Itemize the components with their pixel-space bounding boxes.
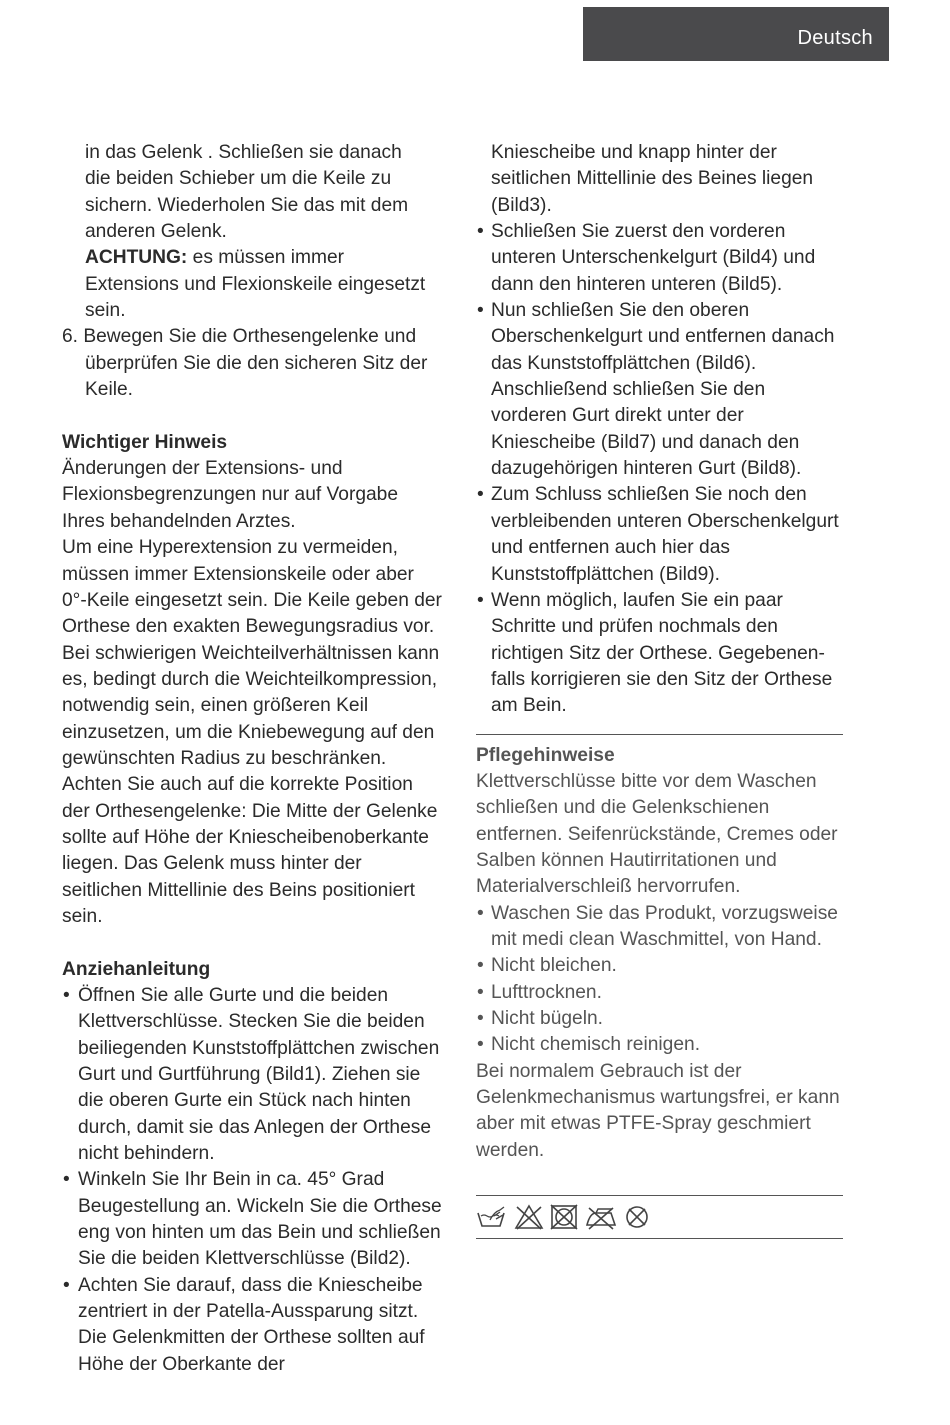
continued-step-text (62, 140, 442, 324)
care-symbols (476, 1195, 843, 1239)
care-outro: Bei normalem Gebrauch ist der Gelenkmechanismus wartungsfrei, er kann aber mit etwas PTFE-Spray geschmiert werden. (476, 1060, 840, 1161)
list-item: • Achten Sie darauf, dass die Kniescheibe zentriert in der Patella-Aussparung sitzt. Die Gelenkmitten der Orthese sollten auf Höhe der Oberkante der (62, 1273, 442, 1378)
no-dry-clean-icon (624, 1204, 650, 1230)
list-item: • Nun schließen Sie den oberen Oberschenkelgurt und entfernen danach das Kunststoffplättchen (Bild6). Anschließend schließen Sie den vorderen Gurt direkt unter der Kniescheibe (Bild7) und danach den dazugehörigen hinteren Gurt (Bild8). (476, 298, 844, 482)
list-item: • Winkeln Sie Ihr Bein in ca. 45° Grad Beugestellung an. Wickeln Sie die Orthese eng von hinten um das Bein und schließen Sie die beiden Klettverschlüsse (Bild2). (62, 1167, 442, 1272)
right-column (476, 140, 844, 1239)
step-6: 6. Bewegen Sie die Orthesengelenke und überprüfen Sie die den sicheren Sitz der Keile. (62, 326, 428, 401)
care-list (476, 901, 844, 1059)
no-tumble-dry-icon (550, 1204, 578, 1230)
warning-note (85, 245, 442, 324)
list-item: • Öffnen Sie alle Gurte und die beiden Klettverschlüsse. Stecken Sie die beiden beiliegenden Kunststoffplättchen zwischen Gurt und Gurtführung (Bild1). Ziehen sie die oberen Gurte ein Stück nach hinten durch, damit sie das Anlegen der Orthese nicht behindern. (62, 983, 442, 1167)
list-item: • Nicht bügeln. (476, 1006, 844, 1032)
left-column (62, 140, 442, 1378)
text-line: in das Gelenk . Schließen sie danach (85, 142, 402, 163)
list-item: • Schließen Sie zuerst den vorderen unteren Unterschenkelgurt (Bild4) und dann den hinteren unteren (Bild5). (476, 219, 844, 298)
text-line: sichern. Wiederholen Sie das mit dem (85, 194, 409, 216)
language-tab: Deutsch (583, 7, 889, 61)
care-section (476, 743, 844, 1165)
text-line: die beiden Schieber um die Keile zu (85, 168, 392, 190)
list-item: • Waschen Sie das Produkt, vorzugsweise mit medi clean Waschmittel, von Hand. (476, 901, 844, 954)
instructions-heading: Anziehanleitung (62, 958, 211, 980)
hand-wash-icon (476, 1204, 508, 1230)
section-divider (476, 734, 843, 735)
no-ironing-icon (584, 1204, 618, 1230)
no-bleach-icon (514, 1204, 544, 1230)
list-item: • Lufttrocknen. (476, 980, 844, 1006)
instructions-list (62, 983, 442, 1378)
text-line: anderen Gelenk. (85, 221, 227, 243)
warning-text: es müssen immer Extensions und Flexionskeile eingesetzt sein. (85, 247, 426, 322)
care-heading: Pflegehinweise (476, 744, 615, 766)
list-item: • Zum Schluss schließen Sie noch den verbleibenden unteren Oberschenkelgurt und entfernen auch hier das Kunststoffplättchen (Bild9). (476, 482, 844, 587)
list-item: • Nicht chemisch reinigen. (476, 1032, 844, 1058)
important-para-1: Änderungen der Extensions- und Flexionsbegrenzungen nur auf Vorgabe Ihres behandelnden Arztes. (62, 458, 399, 532)
list-item: • Nicht bleichen. (476, 953, 844, 979)
important-para-2: Um eine Hyperextension zu vermeiden, müssen immer Extensionskeile oder aber 0°-Keile eingesetzt sein. Die Keile geben der Orthese den exakten Bewegungsradius vor. Bei schwierigen Weichteilverhältnissen kann es, bedingt durch die Weichteilkompression, notwendig sein, einen größeren Keil einzusetzen, um die Kniebewegung auf den gewünschten Radius zu beschränken. Achten Sie auch auf die korrekte Position der Orthesengelenke: Die Mitte der Gelenke sollte auf Höhe der Kniescheibenoberkante liegen. Das Gelenk muss hinter der seitlichen Mittellinie des Beins positioniert sein. (62, 537, 442, 927)
continued-bullet-text: Kniescheibe und knapp hinter der seitlichen Mittellinie des Beines liegen (Bild3). (491, 142, 814, 216)
instructions-list-continued (476, 219, 844, 720)
list-item: • Wenn möglich, laufen Sie ein paar Schritte und prüfen nochmals den richtigen Sitz der Orthese. Gegebenenfalls korrigieren sie den Sitz der Orthese am Bein. (476, 588, 844, 720)
care-intro: Klettverschlüsse bitte vor dem Waschen schließen und die Gelenkschienen entfernen. Seifenrückstände, Cremes oder Salben können Hautirritationen und Materialverschleiß hervorrufen. (476, 770, 838, 898)
warning-label: ACHTUNG: (85, 247, 188, 269)
important-heading: Wichtiger Hinweis (62, 431, 228, 453)
